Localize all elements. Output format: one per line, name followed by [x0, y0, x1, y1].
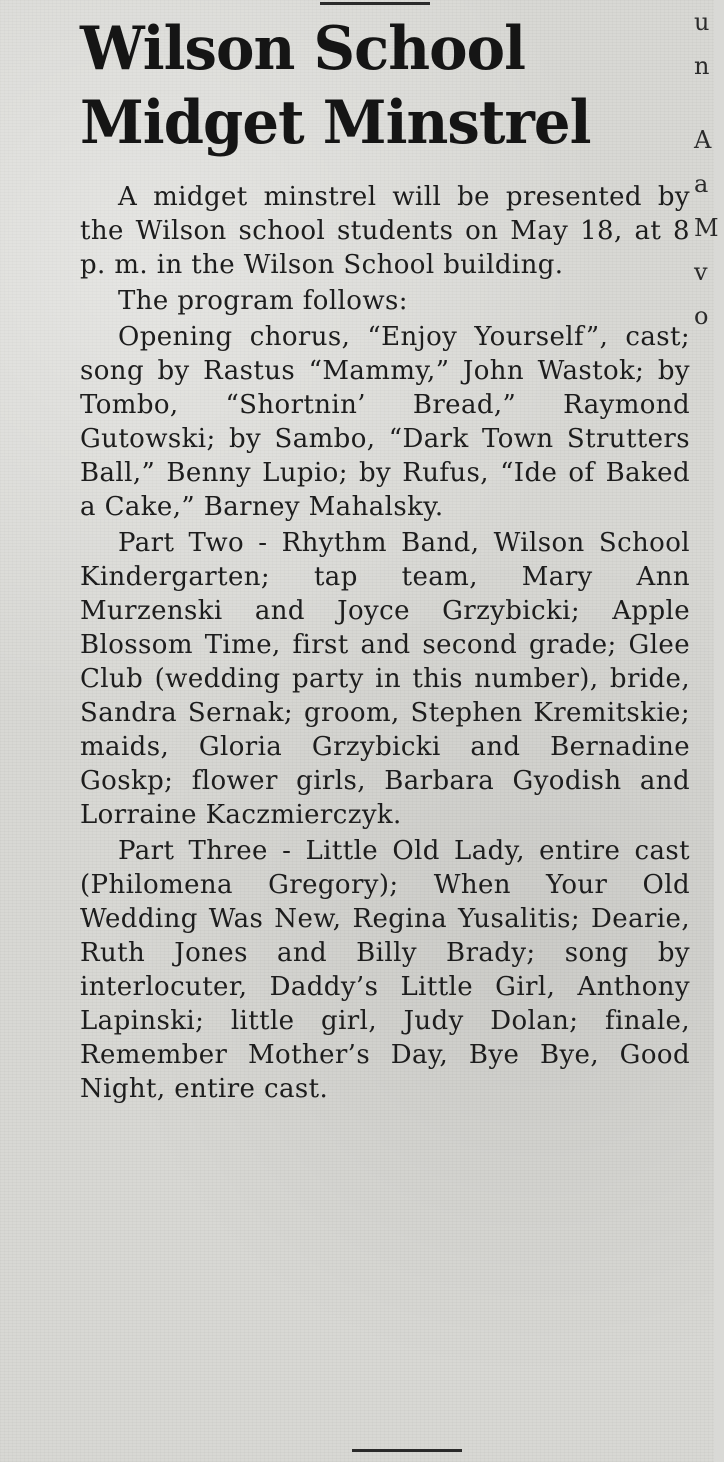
headline — [80, 12, 666, 160]
adjacent-letter: o — [694, 302, 709, 330]
bottom-rule — [352, 1449, 462, 1452]
top-rule — [320, 2, 430, 5]
intro-paragraph: A midget minstrel will be presented by the Wilson school students on May 18, at 8 p. m. in the Wilson School building. — [80, 182, 690, 280]
adjacent-column-fragment — [694, 0, 724, 338]
adjacent-letter: M — [694, 214, 719, 242]
headline-line: Wilson School — [80, 14, 526, 84]
part-two-paragraph: Part Two - Rhythm Band, Wilson School Kindergarten; tap team, Mary Ann Murzenski and Joyce Grzybicki; Apple Blossom Time, first and second grade; Glee Club (wedding party in this number), bride, Sandra Sernak; groom, Stephen Kremitskie; maids, Gloria Grzybicki and Bernadine Goskp; flower girls, Barbara Gyodish and Lorraine Kaczmierczyk. — [80, 528, 690, 830]
article — [80, 12, 690, 1106]
article-body — [80, 180, 690, 1106]
adjacent-letter: a — [694, 170, 709, 198]
part-three-paragraph: Part Three - Little Old Lady, entire cast (Philomena Gregory); When Your Old Wedding Was New, Regina Yusalitis; Dearie, Ruth Jones and Billy Brady; song by interlocuter, Daddy’s Little Girl, Anthony Lapinski; little girl, Judy Dolan; finale, Remember Mother’s Day, Bye Bye, Good Night, entire cast. — [80, 836, 690, 1104]
adjacent-letter: n — [694, 52, 710, 80]
adjacent-letter: v — [694, 258, 708, 286]
headline-line: Midget Minstrel — [80, 88, 591, 158]
adjacent-letter: A — [694, 126, 712, 154]
adjacent-letter: u — [694, 8, 710, 36]
part-one-paragraph: Opening chorus, “Enjoy Yourself”, cast; song by Rastus “Mammy,” John Wastok; by Tombo, “Shortnin’ Bread,” Raymond Gutowski; by Sambo, “Dark Town Strutters Ball,” Benny Lupio; by Rufus, “Ide of Baked a Cake,” Barney Mahalsky. — [80, 322, 690, 522]
program-heading: The program follows: — [118, 286, 408, 316]
